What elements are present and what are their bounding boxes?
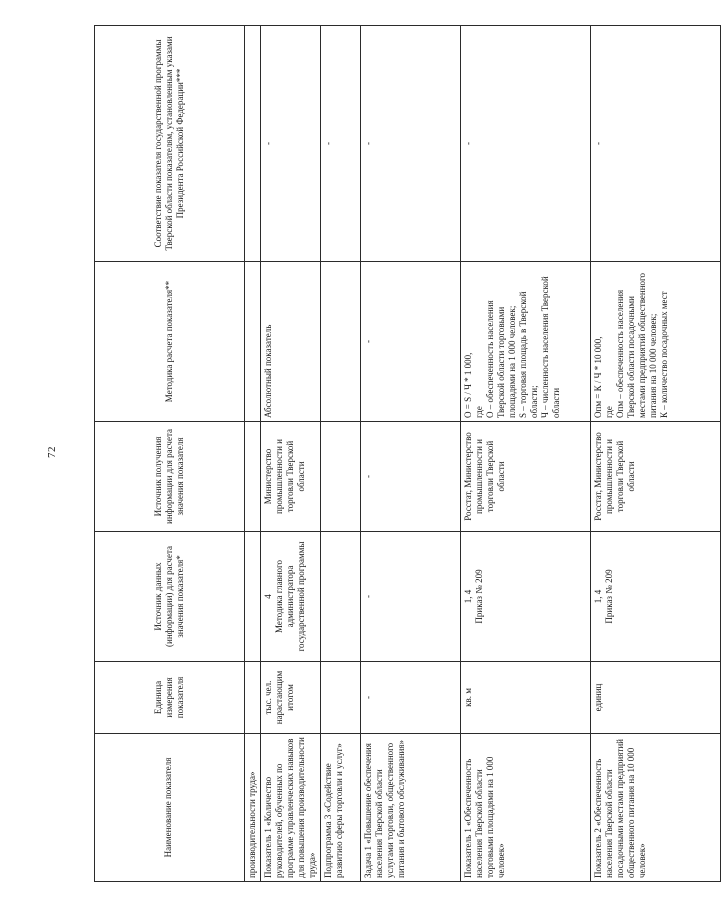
cell-compliance: -	[590, 26, 720, 262]
cell-name: Показатель 1 «Количество руководителей, обученных по программе управленческих навыков для повышения производительности труда»	[260, 734, 320, 882]
cell-source: 1, 4 Приказ № 209	[460, 532, 590, 662]
cell-origin: Министерство промышленности и торговли Тверской области	[260, 422, 320, 532]
table-row	[590, 26, 720, 882]
header-source: Источник данных (информации) для расчета значения показателя*	[95, 532, 245, 662]
cell-unit	[245, 662, 261, 734]
cell-name: Показатель 1 «Обеспеченность населения Тверской области торговыми площадями на 1 000 человек»	[460, 734, 590, 882]
cell-name: Подпрограмма 3 «Содействие развитию сферы торговли и услуг»	[320, 734, 360, 882]
cell-compliance: -	[260, 26, 320, 262]
table-row	[245, 26, 261, 882]
cell-name: Задача 1 «Повышение обеспечения населения Тверской области услугами торговли, общественного питания и бытового обслуживания»	[360, 734, 460, 882]
cell-compliance: -	[460, 26, 590, 262]
indicators-table	[94, 25, 721, 882]
cell-source: 1, 4 Приказ № 209	[590, 532, 720, 662]
cell-unit: единиц	[590, 662, 720, 734]
header-unit: Единица измерения показателя	[95, 662, 245, 734]
header-name: Наименование показателя	[95, 734, 245, 882]
rotated-content	[94, 26, 669, 882]
cell-origin	[320, 422, 360, 532]
cell-name: Показатель 2 «Обеспеченность населения Тверской области посадочными местами предприятий общественного питания на 10 000 человек»	[590, 734, 720, 882]
cell-origin: Росстат, Министерство промышленности и торговли Тверской области	[460, 422, 590, 532]
cell-source: 4 Методика главного администратора государственной программы	[260, 532, 320, 662]
page-number: 72	[46, 446, 58, 458]
cell-method	[245, 262, 261, 422]
cell-name: производительности труда»	[245, 734, 261, 882]
table-row	[260, 26, 320, 882]
table-row	[360, 26, 460, 882]
cell-origin: -	[360, 422, 460, 532]
cell-method: О = S / Ч * 1 000, где О – обеспеченность населения Тверской области торговыми площадями на 1 000 человек; S – торговая площадь в Тверской области; Ч – численность населения Тверской области	[460, 262, 590, 422]
cell-source: -	[360, 532, 460, 662]
cell-compliance: -	[320, 26, 360, 262]
cell-origin: Росстат, Министерство промышленности и торговли Тверской области	[590, 422, 720, 532]
header-method: Методика расчета показателя**	[95, 262, 245, 422]
cell-compliance: -	[360, 26, 460, 262]
cell-method: -	[360, 262, 460, 422]
cell-method: Абсолютный показатель	[260, 262, 320, 422]
cell-source	[320, 532, 360, 662]
cell-unit: кв. м	[460, 662, 590, 734]
table-row	[460, 26, 590, 882]
cell-unit: тыс. чел. нарастающим итогом	[260, 662, 320, 734]
cell-method: Опм = К / Ч * 10 000, где Опм – обеспеченность населения Тверской области посадочными местами предприятий общественного питания на 10 000 человек; К – количество посадочных мест	[590, 262, 720, 422]
header-origin: Источник получения информации для расчета значения показателя	[95, 422, 245, 532]
rotated-page-area	[94, 26, 669, 882]
cell-unit	[320, 662, 360, 734]
cell-compliance	[245, 26, 261, 262]
table-row	[320, 26, 360, 882]
table-header-row	[95, 26, 245, 882]
cell-unit: -	[360, 662, 460, 734]
cell-method	[320, 262, 360, 422]
header-compliance: Соответствие показателя государственной программы Тверской области показателям, установленным указами Президента Российской Федерации***	[95, 26, 245, 262]
cell-origin	[245, 422, 261, 532]
cell-source	[245, 532, 261, 662]
